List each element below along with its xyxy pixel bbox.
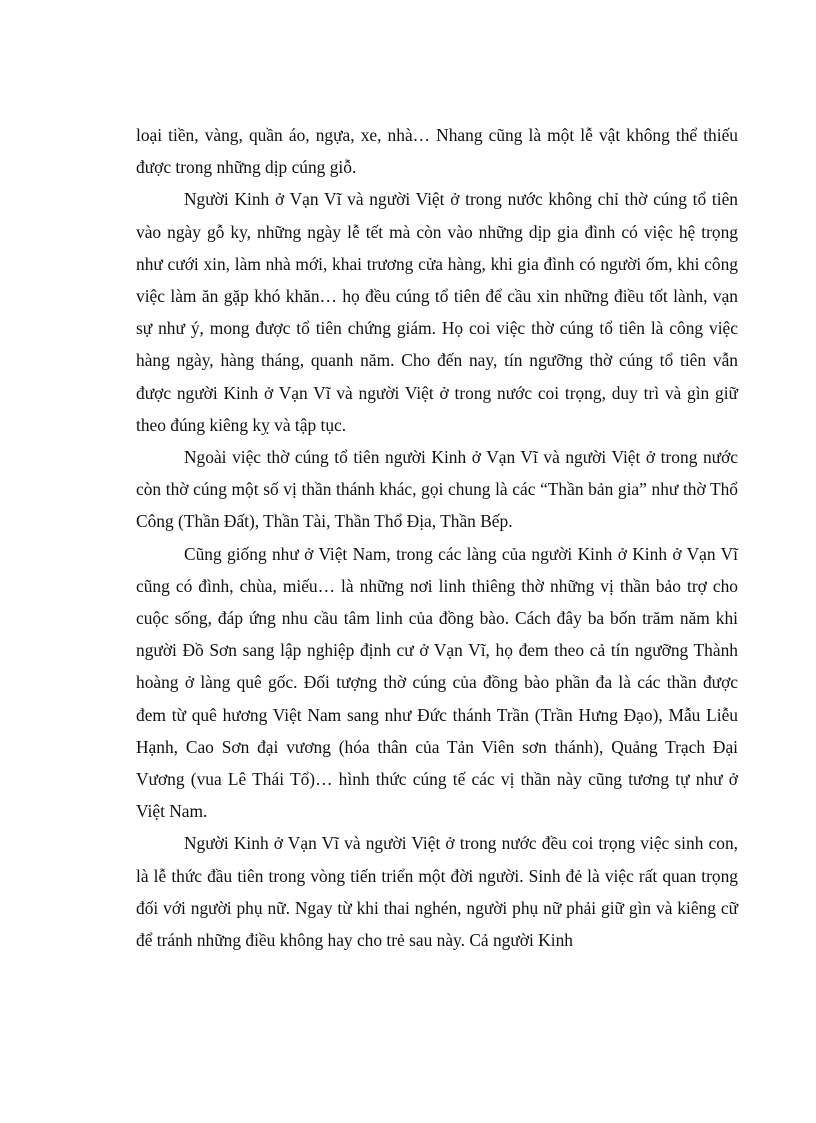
paragraph-continuation: loại tiền, vàng, quần áo, ngựa, xe, nhà… Nhang cũng là một lễ vật không thể thiếu được trong những dịp cúng giỗ.	[136, 125, 738, 178]
paragraph-childbirth: Người Kinh ở Vạn Vĩ và người Việt ở trong nước đều coi trọng việc sinh con, là lễ thức đầu tiên trong vòng tiến triển một đời người. Sinh đẻ là việc rất quan trọng đối với người phụ nữ. Ngay từ khi thai nghén, người phụ nữ phải giữ gìn và kiêng cữ để tránh những điều không hay cho trẻ sau này. Cả người Kinh	[136, 833, 738, 951]
paragraph-village-deities: Cũng giống như ở Việt Nam, trong các làng của người Kinh ở Kinh ở Vạn Vĩ cũng có đình, chùa, miếu… là những nơi linh thiêng thờ những vị thần bảo trợ cho cuộc sống, đáp ứng nhu cầu tâm linh của đồng bào. Cách đây ba bốn trăm năm khi người Đồ Sơn sang lập nghiệp định cư ở Vạn Vĩ, họ đem theo cả tín ngưỡng Thành hoàng ở làng quê gốc. Đối tượng thờ cúng của đồng bào phần đa là các thần được đem từ quê hương Việt Nam sang như Đức thánh Trần (Trần Hưng Đạo), Mẫu Liễu Hạnh, Cao Sơn đại vương (hóa thân của Tản Viên sơn thánh), Quảng Trạch Đại Vương (vua Lê Thái Tổ)… hình thức cúng tế các vị thần này cũng tương tự như ở Việt Nam.	[136, 543, 738, 822]
document-page	[136, 119, 738, 956]
paragraph-household-gods: Ngoài việc thờ cúng tổ tiên người Kinh ở Vạn Vĩ và người Việt ở trong nước còn thờ cúng một số vị thần thánh khác, gọi chung là các “Thần bản gia” như thờ Thổ Công (Thần Đất), Thần Tài, Thần Thổ Địa, Thần Bếp.	[136, 447, 738, 532]
paragraph-ancestor-worship: Người Kinh ở Vạn Vĩ và người Việt ở trong nước không chỉ thờ cúng tổ tiên vào ngày gỗ ky, những ngày lễ tết mà còn vào những dịp gia đình có việc hệ trọng như cưới xin, làm nhà mới, khai trương cửa hàng, khi gia đình có người ốm, khi công việc làm ăn gặp khó khăn… họ đều cúng tổ tiên để cầu xin những điều tốt lành, vạn sự như ý, mong được tổ tiên chứng giám. Họ coi việc thờ cúng tổ tiên là công việc hàng ngày, hàng tháng, quanh năm. Cho đến nay, tín ngưỡng thờ cúng tổ tiên vẫn được người Kinh ở Vạn Vĩ và người Việt ở trong nước coi trọng, duy trì và gìn giữ theo đúng kiêng kỵ và tập tục.	[136, 189, 738, 435]
